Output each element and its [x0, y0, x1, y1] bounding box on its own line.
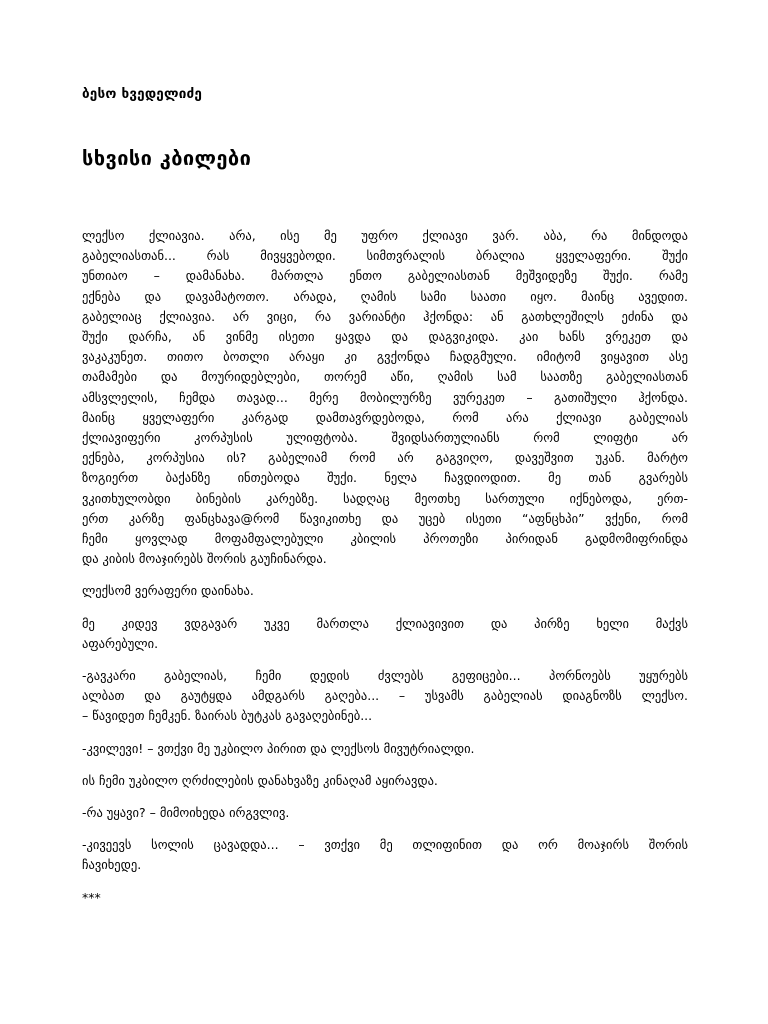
paragraph-line: ის ჩემი უკბილო ღრძილების დანახვაზე კინაღამ აყირავდა.	[82, 772, 438, 788]
paragraph-line: -კივეევს სოლის ცავადდა... – ვთქვი მე თლიფინით და ორ მოაჯირს შორის	[82, 837, 688, 853]
paragraph-line: ზოგიერთ ბაქანზე ინთებოდა შუქი. ნელა ჩავდიოდით. მე თან გვარებს	[82, 470, 688, 486]
paragraph-line: -რა უყავი? – მიმოიხედა ირგვლივ.	[82, 805, 290, 821]
paragraph-line: თამამები და მოურიდებლები, თორემ აწი, ღამის სამ საათზე გაბელიასთან	[82, 369, 688, 385]
story-paragraph	[82, 226, 688, 569]
paragraph-line: ჩავიხედე.	[82, 857, 142, 873]
paragraph-line: შუქი დარჩა, ან ვინმე ისეთი ყავდა და დაგვიკიდა. კაი ხანს ვრეკეთ და	[82, 329, 688, 345]
paragraph-line: ლექსომ ვერაფერი დაინახა.	[82, 583, 254, 599]
paragraph-line: მე კიდევ ვდგავარ უკვე მართლა ქლიავივით და პირზე ხელი მაქვს	[82, 615, 688, 631]
story-paragraph	[82, 666, 688, 727]
paragraph-line: ვკითხულობდი ბინების კარებზე. სადღაც მეოთხე სართული იქნებოდა, ერთ-	[82, 490, 688, 506]
story-paragraph	[82, 581, 688, 601]
paragraph-line: ერთ კარზე ფანცხავა@რომ წავიკითხე და უცებ ისეთი “აფნცხპი” ვქენი, რომ	[82, 510, 688, 526]
paragraph-line: -კვილევი! – ვთქვი მე უკბილო პირით და ლექსოს მივუტრიალდი.	[82, 740, 475, 756]
story-paragraph	[82, 739, 688, 759]
story-paragraph	[82, 835, 688, 875]
paragraph-line: ლექსო ქლიავია. არა, ისე მე უფრო ქლიავი ვარ. აბა, რა მინდოდა	[82, 228, 688, 243]
story-paragraph	[82, 803, 688, 823]
story-paragraph	[82, 888, 688, 908]
story-body	[82, 226, 688, 920]
paragraph-line: -გავკარი გაბელიას, ჩემი დედის ძვლებს გეფიცები... პორნოებს უყურებს	[82, 668, 688, 684]
paragraph-line: ექნება, კორპუსია ის? გაბელიამ რომ არ გაგვიღო, დავეშვით უკან. მარტო	[82, 450, 688, 466]
author-name: ბესო ხვედელიძე	[82, 86, 203, 102]
paragraph-line: ***	[82, 889, 101, 905]
story-paragraph	[82, 771, 688, 791]
paragraph-line: უნთიაო – დამანახა. მართლა ენთო გაბელიასთან მეშვიდეზე შუქი. რამე	[82, 268, 688, 284]
paragraph-line: მაინც ყველაფერი კარგად დამთავრდებოდა, რომ არა ქლიავი გაბელიას	[82, 409, 688, 425]
story-paragraph	[82, 614, 688, 654]
paragraph-line: ამსვლელის, ჩემდა თავად... მერე მობილურზე ვურეკეთ – გათიშული ჰქონდა.	[82, 389, 688, 405]
paragraph-line: და კიბის მოაჯირებს შორის გაუჩინარდა.	[82, 551, 327, 567]
paragraph-line: ვაკაკუნეთ. თითო ბოთლი არაყი კი გვქონდა ჩადგმული. იმიტომ ვიყავით ასე	[82, 349, 688, 365]
paragraph-line: გაბელიაც ქლიავია. არ ვიცი, რა ვარიანტი ჰქონდა: ან გათხლეშილს ეძინა და	[82, 308, 688, 324]
paragraph-line: ქლიავიფერი კორპუსის ულიფტობა. შვიდსართულიანს რომ ლიფტი არ	[82, 430, 688, 446]
paragraph-line: ექნება და დავამატოთო. არადა, ღამის სამი საათი იყო. მაინც ავედით.	[82, 288, 688, 304]
paragraph-line: გაბელიასთან... რას მივყვებოდი. სიმთვრალის ბრალია ყველაფერი. შუქი	[82, 248, 688, 264]
paragraph-line: – წავიდეთ ჩემკენ. ზაირას ბუტკას გავაღებინებ...	[82, 708, 373, 724]
paragraph-line: ჩემი ყოვლად მოფამფალებული კბილის პროთეზი პირიდან გადმომიფრინდა	[82, 531, 688, 547]
paragraph-line: ალბათ და გაუტყდა ამდგარს გაღება... – უსვამს გაბელიას დიაგნოზს ლექსო.	[82, 688, 688, 704]
story-title: სხვისი კბილები	[82, 146, 252, 170]
paragraph-line: აფარებული.	[82, 635, 159, 651]
